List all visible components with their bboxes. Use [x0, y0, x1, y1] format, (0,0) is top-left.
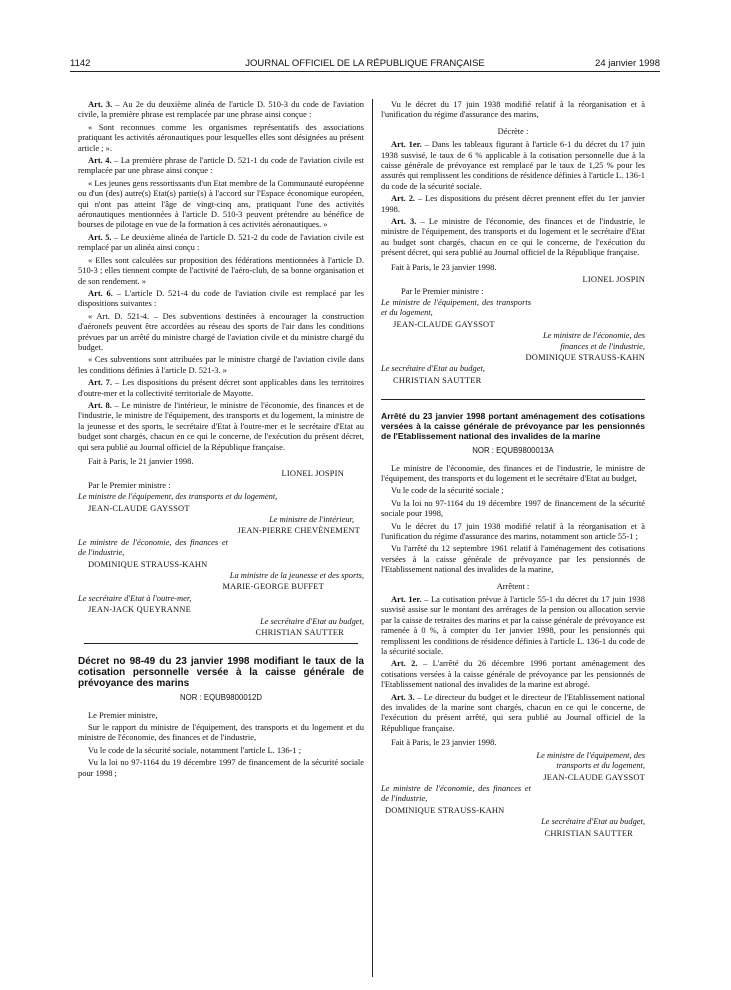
article-paragraph: Art. 5. – Le deuxième alinéa de l'article D. 521-2 du code de l'aviation civile est remplacé par un alinéa ainsi conçu :: [78, 231, 364, 253]
article-paragraph: Art. 7. – Les dispositions du présent décret sont applicables dans les territoires d'outre-mer et la collectivité territoriale de Mayotte.: [78, 377, 364, 398]
signature-name: CHRISTIAN SAUTTER: [393, 374, 482, 385]
arrete-paragraph: Le ministre de l'économie, des finances et de l'industrie, le ministre de l'équipement, des transports et du logement et le secrétaire d'Etat au budget,: [381, 462, 645, 483]
signature-name: JEAN-PIERRE CHEVÈNEMENT: [237, 525, 360, 536]
article-paragraph: « Art. D. 521-4. – Des subventions destinées à encourager la construction d'aéronefs peuvent être accordées au réseau des sports de l'air dans les conditions prévues par un arrêté du ministre chargé de l'aviation civile et du ministre chargé du budget.: [78, 310, 364, 352]
signature-title: Le ministre de l'équipement, des transports et du logement,: [381, 296, 531, 318]
signature-title: Le ministre de l'intérieur,: [269, 514, 354, 525]
article-paragraph: Art. 1er. – Dans les tableaux figurant à l'article 6-1 du décret du 17 juin 1938 susvisé, le taux de 6 % applicable à la cotisation personnelle due à la caisse générale de prévoyance est remplacé par le taux de 1,25 % pour les assurés qui remplissent les conditions de résidence définies à l'article L. 136-1 du code de la sécurité sociale.: [381, 139, 645, 191]
nor-reference: NOR : EQUB9800013A: [472, 445, 554, 455]
article-paragraph: Art. 3. – Le ministre de l'économie, des finances et de l'industrie, le ministre de l'équipement, des transports et du logement et le secrétaire d'Etat au budget sont chargés, chacun en ce qui le concerne, de l'exécution du présent décret, qui sera publié au Journal officiel de la République française.: [381, 216, 645, 258]
nor-reference: NOR : EQUB9800012D: [180, 692, 262, 702]
decree-paragraph: Sur le rapport du ministre de l'équipement, des transports et du logement et du ministre de l'économie, des finances et de l'industrie,: [78, 721, 364, 743]
article-paragraph: Art. 1er. – La cotisation prévue à l'article 55-1 du décret du 17 juin 1938 susvisé assise sur le montant des arrérages de la pension ou allocation servie par la caisse de retraites des marins et par la caisse générale de prévoyance est ramenée à 0 %, à compter du 1er janvier 1998, pour les pensionnés qui remplissent les conditions de résidence définies à l'article L. 136-1 du code de la sécurité sociale.: [381, 594, 645, 657]
article-paragraph: « Elles sont calculées sur proposition des fédérations mentionnées à l'article D. 510-3 ; elles tiennent compte de l'activité de l'aéro-club, de sa bonne organisation et de son rendement. »: [78, 254, 364, 286]
fait-a-paris: Fait à Paris, le 23 janvier 1998.: [391, 737, 497, 748]
article-paragraph: Art. 6. – L'article D. 521-4 du code de l'aviation civile est remplacé par les dispositions suivantes :: [78, 287, 364, 309]
article-paragraph: Art. 4. – La première phrase de l'article D. 521-1 du code de l'aviation civile est remplacée par une phrase ainsi conçue :: [78, 155, 364, 176]
signature-name: DOMINIQUE STRAUSS-KAHN: [88, 558, 208, 569]
page-header: [70, 58, 660, 72]
signature-name: JEAN-CLAUDE GAYSSOT: [88, 502, 190, 513]
signature-title: Le secrétaire d'Etat au budget,: [381, 363, 485, 374]
arretent-label: Arrêtent :: [496, 580, 530, 591]
article-paragraph: Art. 2. – L'arrêté du 26 décembre 1996 portant aménagement des cotisations versées à la caisse générale de prévoyance par les pensionnés de l'Etablissement national des invalides de la marine est abrogé.: [381, 658, 645, 690]
arrete-paragraph: Vu l'arrêté du 12 septembre 1961 relatif à l'aménagement des cotisations versées à la caisse générale de prévoyance par les pensionnés de l'Etablissement national des invalides de la marine,: [381, 543, 645, 575]
par-premier-ministre: Par le Premier ministre :: [88, 479, 171, 490]
signature-title: Le secrétaire d'Etat au budget,: [260, 615, 364, 626]
decree-paragraph: Vu le décret du 17 juin 1938 modifié relatif à la réorganisation et à l'unification du régime d'assurance des marins,: [381, 99, 645, 120]
article-paragraph: Art. 3. – Au 2e du deuxième alinéa de l'article D. 510-3 du code de l'aviation civile, la première phrase est remplacée par une phrase ainsi conçue :: [78, 99, 364, 120]
signature-name: JEAN-JACK QUEYRANNE: [88, 604, 191, 615]
signature-title: Le ministre de l'économie, des finances et de l'industrie,: [542, 330, 645, 351]
decree-paragraph: Vu la loi no 97-1164 du 19 décembre 1997 de financement de la sécurité sociale pour 1998 ;: [78, 757, 364, 778]
section-separator: [381, 399, 645, 400]
signature-title: Le secrétaire d'Etat au budget,: [541, 816, 645, 827]
section-separator: [84, 643, 358, 644]
signature-title: Le ministre de l'équipement, des transports et du logement,: [78, 491, 278, 502]
signer-name: LIONEL JOSPIN: [281, 468, 344, 479]
header-rule: [70, 71, 660, 72]
arrete-paragraph: Vu le décret du 17 juin 1938 modifié relatif à la réorganisation et à l'unification du régime d'assurance des marins, notamment son article 55-1 ;: [381, 520, 645, 541]
arrete-title: Arrêté du 23 janvier 1998 portant aménagement des cotisations versées à la caisse générale de prévoyance par les pensionnés de l'Etablissement national des invalides de la marine: [381, 411, 645, 441]
decree-title: Décret no 98-49 du 23 janvier 1998 modifiant le taux de la cotisation personnelle versée à la caisse générale de prévoyance des marins: [78, 655, 364, 689]
decree-paragraph: Le Premier ministre,: [88, 709, 158, 720]
article-paragraph: « Les jeunes gens ressortissants d'un Etat membre de la Communauté européenne ou d'un (des) autre(s) Etat(s) partie(s) à l'accord sur l'Espace économique européen, qui n'ont pas atteint l'âge de vingt-cinq ans, pratiquant l'une des activités aéronautiques mentionnées à l'article D. 510-3 peuvent prétendre au bénéfice de bourses de pilotage en vue de la formation à ces activités aéronautiques. »: [78, 177, 364, 230]
article-paragraph: Art. 2. – Les dispositions du présent décret prennent effet du 1er janvier 1998.: [381, 193, 645, 214]
signature-title: La ministre de la jeunesse et des sports,: [229, 570, 364, 581]
article-paragraph: « Ces subventions sont attribuées par le ministre chargé de l'aviation civile dans les conditions définies à l'article D. 521-3. »: [78, 354, 364, 375]
par-premier-ministre: Par le Premier ministre :: [401, 285, 484, 296]
signature-name: JEAN-CLAUDE GAYSSOT: [393, 318, 495, 329]
article-paragraph: Art. 3. – Le directeur du budget et le directeur de l'Etablissement national des invalides de la marine sont chargés, chacun en ce qui le concerne, de l'exécution du présent arrêté, qui sera publié au Journal officiel de la République française.: [381, 691, 645, 733]
signature-title: Le ministre de l'économie, des finances et de l'industrie,: [78, 536, 228, 558]
signature-name: DOMINIQUE STRAUSS-KAHN: [385, 804, 505, 815]
signature-name: MARIE-GEORGE BUFFET: [222, 581, 324, 592]
article-paragraph: « Sont reconnues comme les organismes représentatifs des associations pratiquant les activités aéronautiques pour lesquelles elles sont désignées au présent article ; ».: [78, 121, 364, 153]
signature-title: Le ministre de l'économie, des finances et de l'industrie,: [381, 782, 531, 804]
page-number: 1142: [70, 58, 91, 69]
issue-date: 24 janvier 1998: [595, 58, 660, 69]
decrete-label: Décrète :: [497, 125, 529, 136]
arrete-paragraph: Vu la loi no 97-1164 du 19 décembre 1997 de financement de la sécurité sociale pour 1998,: [381, 497, 645, 519]
right-column: [381, 99, 645, 839]
signature-name: JEAN-CLAUDE GAYSSOT: [543, 771, 645, 782]
left-column: [78, 99, 364, 780]
arrete-paragraph: Vu le code de la sécurité sociale ;: [391, 485, 504, 496]
signature-name: DOMINIQUE STRAUSS-KAHN: [525, 351, 645, 362]
signature-title: Le ministre de l'équipement, des transports et du logement,: [536, 749, 645, 771]
fait-a-paris: Fait à Paris, le 21 janvier 1998.: [88, 456, 194, 466]
journal-title: JOURNAL OFFICIEL DE LA RÉPUBLIQUE FRANÇAISE: [245, 58, 485, 69]
signature-name: CHRISTIAN SAUTTER: [255, 627, 344, 638]
signature-name: CHRISTIAN SAUTTER: [544, 827, 633, 838]
fait-a-paris: Fait à Paris, le 23 janvier 1998.: [391, 261, 497, 272]
signature-title: Le secrétaire d'Etat à l'outre-mer,: [78, 592, 192, 603]
signer-name: LIONEL JOSPIN: [582, 274, 645, 285]
column-divider: [372, 99, 373, 977]
decree-paragraph: Vu le code de la sécurité sociale, notamment l'article L. 136-1 ;: [88, 744, 302, 755]
article-paragraph: Art. 8. – Le ministre de l'intérieur, le ministre de l'économie, des finances et de l'industrie, le ministre de l'équipement, des transports et du logement, la ministre de la jeunesse et des sports, le secrétaire d'Etat à l'outre-mer et le secrétaire d'Etat au budget sont chargés, chacun en ce qui le concerne, de l'exécution du présent décret, qui sera publié au Journal officiel de la République française.: [78, 399, 364, 452]
